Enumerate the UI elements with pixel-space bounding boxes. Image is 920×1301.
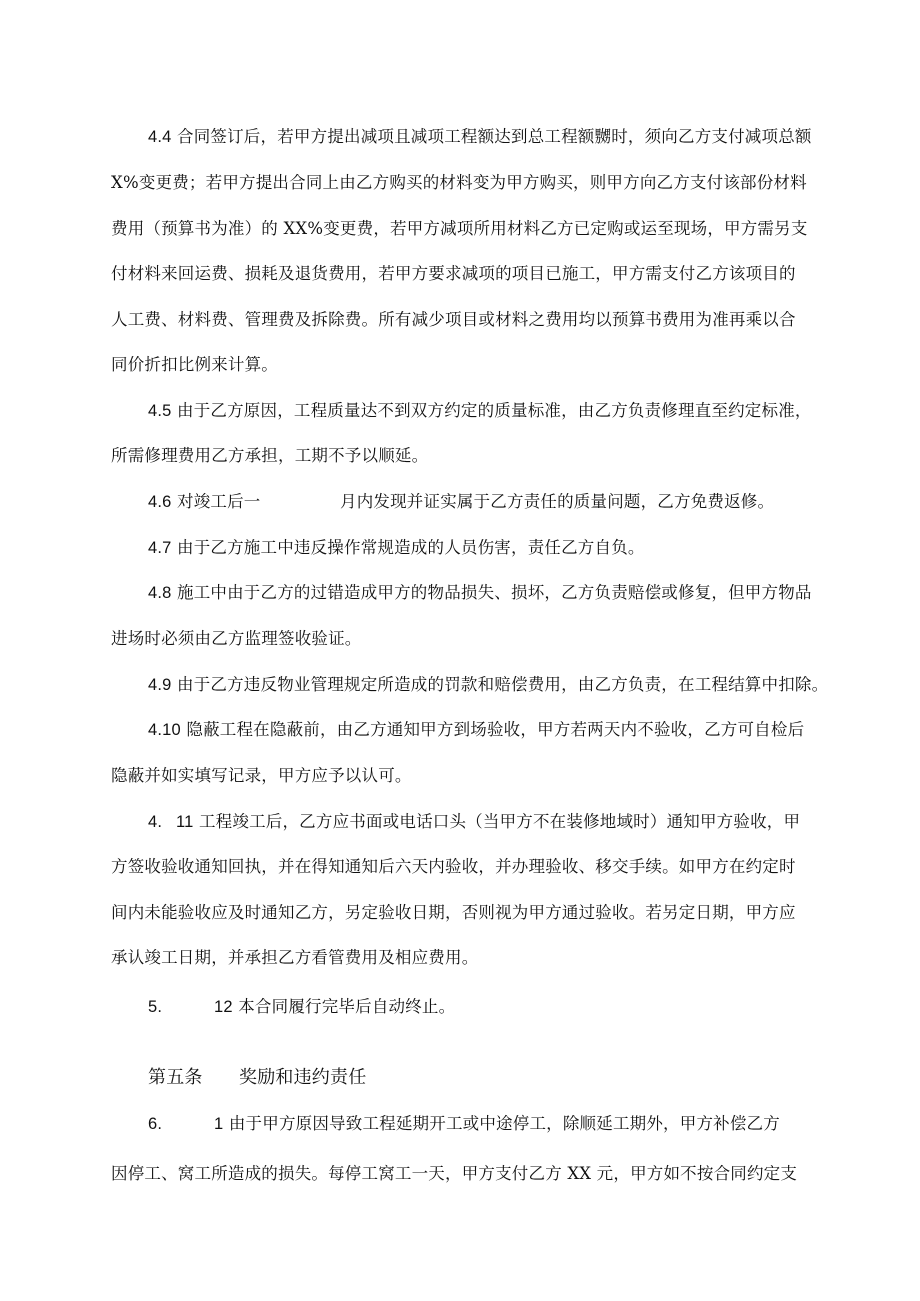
para-5-12-number-a: 5. <box>148 998 163 1016</box>
para-4-7-number: 4.7 <box>148 539 172 557</box>
para-4-6-number: 4.6 <box>148 493 172 511</box>
para-4-4-text-1: 合同签订后，若甲方提出减项且减项工程额达到总工程额嬲时，须向乙方支付减项总额 <box>177 127 812 146</box>
para-4-11-text-1: 工程竣工后，乙方应书面或电话口头（当甲方不在装修地域时）通知甲方验收，甲 <box>198 812 801 831</box>
para-4-8-number: 4.8 <box>148 584 172 602</box>
para-4-10-number: 4.10 <box>148 721 181 739</box>
para-4-5-number: 4.5 <box>148 402 172 420</box>
para-4-11-line-4: 承认竣工日期，并承担乙方看管费用及相应费用。 <box>111 948 479 967</box>
para-4-8-line-2: 进场时必须由乙方监理签收验证。 <box>111 629 362 648</box>
para-4-5-line-2: 所需修理费用乙方承担，工期不予以顺延。 <box>111 446 429 465</box>
section-5-label: 第五条 <box>148 1067 203 1088</box>
para-4-9-line-1 <box>148 677 828 694</box>
para-4-4-line-5: 人工费、材料费、管理费及拆除费。所有减少项目或材料之费用均以预算书费用为准再乘以合 <box>111 310 796 329</box>
para-4-7-line-1 <box>148 540 645 557</box>
para-6-1-line-1 <box>214 1116 780 1133</box>
para-4-5-text-1: 由于乙方原因，工程质量达不到双方约定的质量标准，由乙方负责修理直至约定标准， <box>177 401 812 420</box>
para-4-4-line-4: 付材料来回运费、损耗及退货费用，若甲方要求减项的项目已施工，甲方需支付乙方该项目的 <box>111 264 796 283</box>
para-6-1-number-a: 6. <box>148 1115 163 1133</box>
para-5-12-number-b: 12 <box>214 998 233 1016</box>
para-4-11-line-1 <box>176 814 800 831</box>
para-4-11-number-a: 4. <box>148 813 163 831</box>
para-4-6-line-1 <box>148 494 261 511</box>
para-6-1-line-2: 因停工、窝工所造成的损失。每停工窝工一天，甲方支付乙方 XX 元，甲方如不按合同约定支 <box>111 1164 798 1183</box>
para-6-1-number-b: 1 <box>214 1115 224 1133</box>
para-6-1-text-1: 由于甲方原因导致工程延期开工或中途停工，除顺延工期外，甲方补偿乙方 <box>228 1114 780 1133</box>
para-4-10-text-1: 隐蔽工程在隐蔽前，由乙方通知甲方到场验收，甲方若两天内不验收，乙方可自检后 <box>186 720 805 739</box>
para-4-11-number-b: 11 <box>176 813 194 831</box>
section-5-title: 奖励和违约责任 <box>239 1067 367 1088</box>
para-4-6-text-a: 对竣工后一 <box>177 492 261 511</box>
para-4-4-line-6: 同价折扣比例来计算。 <box>111 355 278 374</box>
para-4-4-line-2: X%变更费；若甲方提出合同上由乙方购买的材料变为甲方购买，则甲方向乙方支付该部份材料 <box>111 173 807 192</box>
para-4-9-number: 4.9 <box>148 676 172 694</box>
para-4-8-text-1: 施工中由于乙方的过错造成甲方的物品损失、损坏，乙方负责赔偿或修复，但甲方物品 <box>177 583 812 602</box>
para-5-12-text-1: 本合同履行完毕后自动终止。 <box>238 997 456 1016</box>
para-4-7-text-1: 由于乙方施工中违反操作常规造成的人员伤害，责任乙方自负。 <box>177 538 645 557</box>
para-4-11-line-3: 间内未能验收应及时通知乙方，另定验收日期，否则视为甲方通过验收。若另定日期，甲方应 <box>111 903 796 922</box>
para-4-4-line-3: 费用（预算书为准）的 XX%变更费，若甲方减项所用材料乙方已定购或运至现场，甲方需另支 <box>111 219 808 238</box>
para-4-10-line-1 <box>148 722 804 739</box>
para-4-10-line-2: 隐蔽并如实填写记录，甲方应予以认可。 <box>111 766 412 785</box>
para-4-5-line-1 <box>148 403 812 420</box>
para-4-6-text-b: 月内发现并证实属于乙方责任的质量问题，乙方免费返修。 <box>340 492 775 511</box>
para-4-4-line-1 <box>148 129 812 146</box>
para-4-11-line-2: 方签收验收通知回执，并在得知通知后六天内验收，并办理验收、移交手续。如甲方在约定时 <box>111 857 796 876</box>
para-4-8-line-1 <box>148 585 812 602</box>
para-5-12-line-1 <box>214 999 455 1016</box>
para-4-9-text-1: 由于乙方违反物业管理规定所造成的罚款和赔偿费用，由乙方负责，在工程结算中扣除。 <box>177 675 829 694</box>
para-4-4-number: 4.4 <box>148 128 172 146</box>
